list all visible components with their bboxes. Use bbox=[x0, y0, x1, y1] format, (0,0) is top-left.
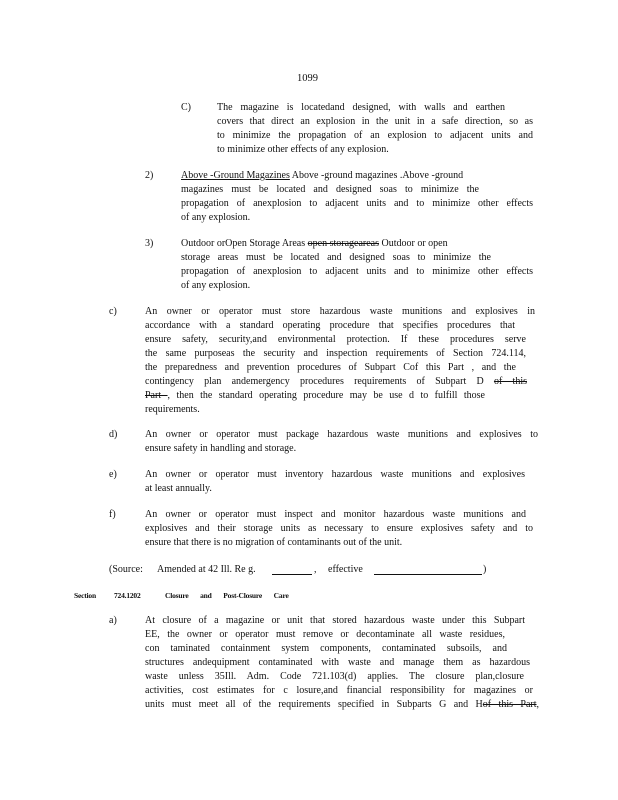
item-C-line-1: The magazine is locatedand designed, with walls and earthen bbox=[217, 102, 505, 113]
item-C-line-4: to minimize other effects of any explosion. bbox=[217, 144, 389, 155]
item-c-line-6-prefix: contingency plan andemergency procedures requirements of Subpart D bbox=[145, 376, 494, 387]
item-e-line-1: An owner or operator must inventory hazardous waste munitions and explosives bbox=[145, 469, 525, 480]
item-c-line-4: the same purposeas the security and inspection requirements of Section 724.114, bbox=[145, 348, 526, 359]
section-number: 724.1202 bbox=[114, 591, 141, 600]
item-marker-c: c) bbox=[109, 306, 117, 317]
item-a-line-1: At closure of a magazine or unit that stored hazardous waste under this Subpart bbox=[145, 615, 525, 626]
item-a-line-3: con taminated containment system components, contaminated subsoils, and bbox=[145, 643, 507, 654]
section-title: Closure and Post-Closure Care bbox=[165, 591, 289, 600]
item-marker-f: f) bbox=[109, 509, 116, 520]
source-comma: , bbox=[314, 564, 317, 575]
item-c-line-5: the preparedness and prevention procedures of Subpart Cof this Part , and the bbox=[145, 362, 516, 373]
item-C-line-2: covers that direct an explosion in the unit in a safe direction, so as bbox=[217, 116, 533, 127]
item-2-heading: Above -Ground Magazines bbox=[181, 170, 290, 181]
source-note-close: ) bbox=[483, 564, 487, 575]
item-marker-e: e) bbox=[109, 469, 117, 480]
item-C-line-3: to minimize the propagation of an explosion to adjacent units and bbox=[217, 130, 533, 141]
item-c-struck-text-2: Part bbox=[145, 390, 168, 401]
source-effective-text: effective bbox=[328, 564, 363, 575]
item-2-line-1-rest: Above -ground magazines .Above -ground bbox=[289, 170, 464, 181]
source-effective-date-blank bbox=[374, 564, 482, 575]
item-marker-3: 3) bbox=[145, 238, 154, 249]
item-3-line-1-prefix: Outdoor orOpen Storage Areas bbox=[181, 238, 308, 249]
item-d-line-1: An owner or operator must package hazardous waste munitions and explosives to bbox=[145, 429, 538, 440]
item-c-line-6 bbox=[145, 375, 527, 389]
item-a-line-6: activities, cost estimates for c losure,and financial responsibility for magazines or bbox=[145, 685, 533, 696]
item-3-line-1 bbox=[181, 237, 509, 251]
item-c-line-7 bbox=[145, 389, 485, 403]
item-3-struck-text: open storageareas bbox=[307, 238, 379, 249]
source-amended-text: Amended at 42 Ill. Re g. bbox=[157, 564, 256, 575]
item-3-line-3: propagation of anexplosion to adjacent units and to minimize other effects bbox=[181, 266, 533, 277]
page-number: 1099 bbox=[297, 73, 318, 84]
item-e-line-2: at least annually. bbox=[145, 483, 212, 494]
item-3-line-2: storage areas must be located and designed soas to minimize the bbox=[181, 252, 491, 263]
item-a-line-7 bbox=[145, 698, 539, 712]
source-note-open: (Source: bbox=[109, 564, 143, 575]
item-2-line-3: propagation of anexplosion to adjacent units and to minimize other effects bbox=[181, 198, 533, 209]
item-a-line-7-end: , bbox=[536, 699, 540, 710]
item-2-line-2: magazines must be located and designed soas to minimize the bbox=[181, 184, 479, 195]
item-d-line-2: ensure safety in handling and storage. bbox=[145, 443, 297, 454]
section-label: Section bbox=[74, 591, 96, 600]
item-c-line-3: ensure safety, security,and environmental protection. If these procedures serve bbox=[145, 334, 526, 345]
item-f-line-2: explosives and their storage units as necessary to ensure explosives safety and to bbox=[145, 523, 533, 534]
item-2-line-1 bbox=[181, 169, 509, 183]
item-c-struck-text-1: of this bbox=[493, 376, 527, 387]
item-a-line-5: waste unless 35Ill. Adm. Code 721.103(d) applies. The closure plan,closure bbox=[145, 671, 524, 682]
item-f-line-1: An owner or operator must inspect and monitor hazardous waste munitions and bbox=[145, 509, 526, 520]
item-a-line-4: structures andequipment contaminated with waste and manage them as hazardous bbox=[145, 657, 530, 668]
item-3-line-1-rest: Outdoor or open bbox=[379, 238, 448, 249]
item-marker-d: d) bbox=[109, 429, 118, 440]
item-marker-C: C) bbox=[181, 102, 191, 113]
item-marker-2: 2) bbox=[145, 170, 154, 181]
item-3-line-4: of any explosion. bbox=[181, 280, 251, 291]
item-marker-a: a) bbox=[109, 615, 117, 626]
item-a-struck-text: of this Part bbox=[482, 699, 537, 710]
item-2-line-4: of any explosion. bbox=[181, 212, 251, 223]
item-c-line-1: An owner or operator must store hazardous waste munitions and explosives in bbox=[145, 306, 535, 317]
item-f-line-3: ensure that there is no migration of contaminants out of the unit. bbox=[145, 537, 403, 548]
item-c-line-2: accordance with a standard operating procedure that specifies procedures that bbox=[145, 320, 515, 331]
item-a-line-2: EE, the owner or operator must remove or decontaminate all waste residues, bbox=[145, 629, 505, 640]
item-c-line-7-rest: , then the standard operating procedure may be use d to fulfill those bbox=[167, 390, 485, 401]
source-register-blank bbox=[272, 564, 312, 575]
item-c-line-8: requirements. bbox=[145, 404, 200, 415]
item-a-line-7-prefix: units must meet all of the requirements specified in Subparts G and H bbox=[145, 699, 483, 710]
